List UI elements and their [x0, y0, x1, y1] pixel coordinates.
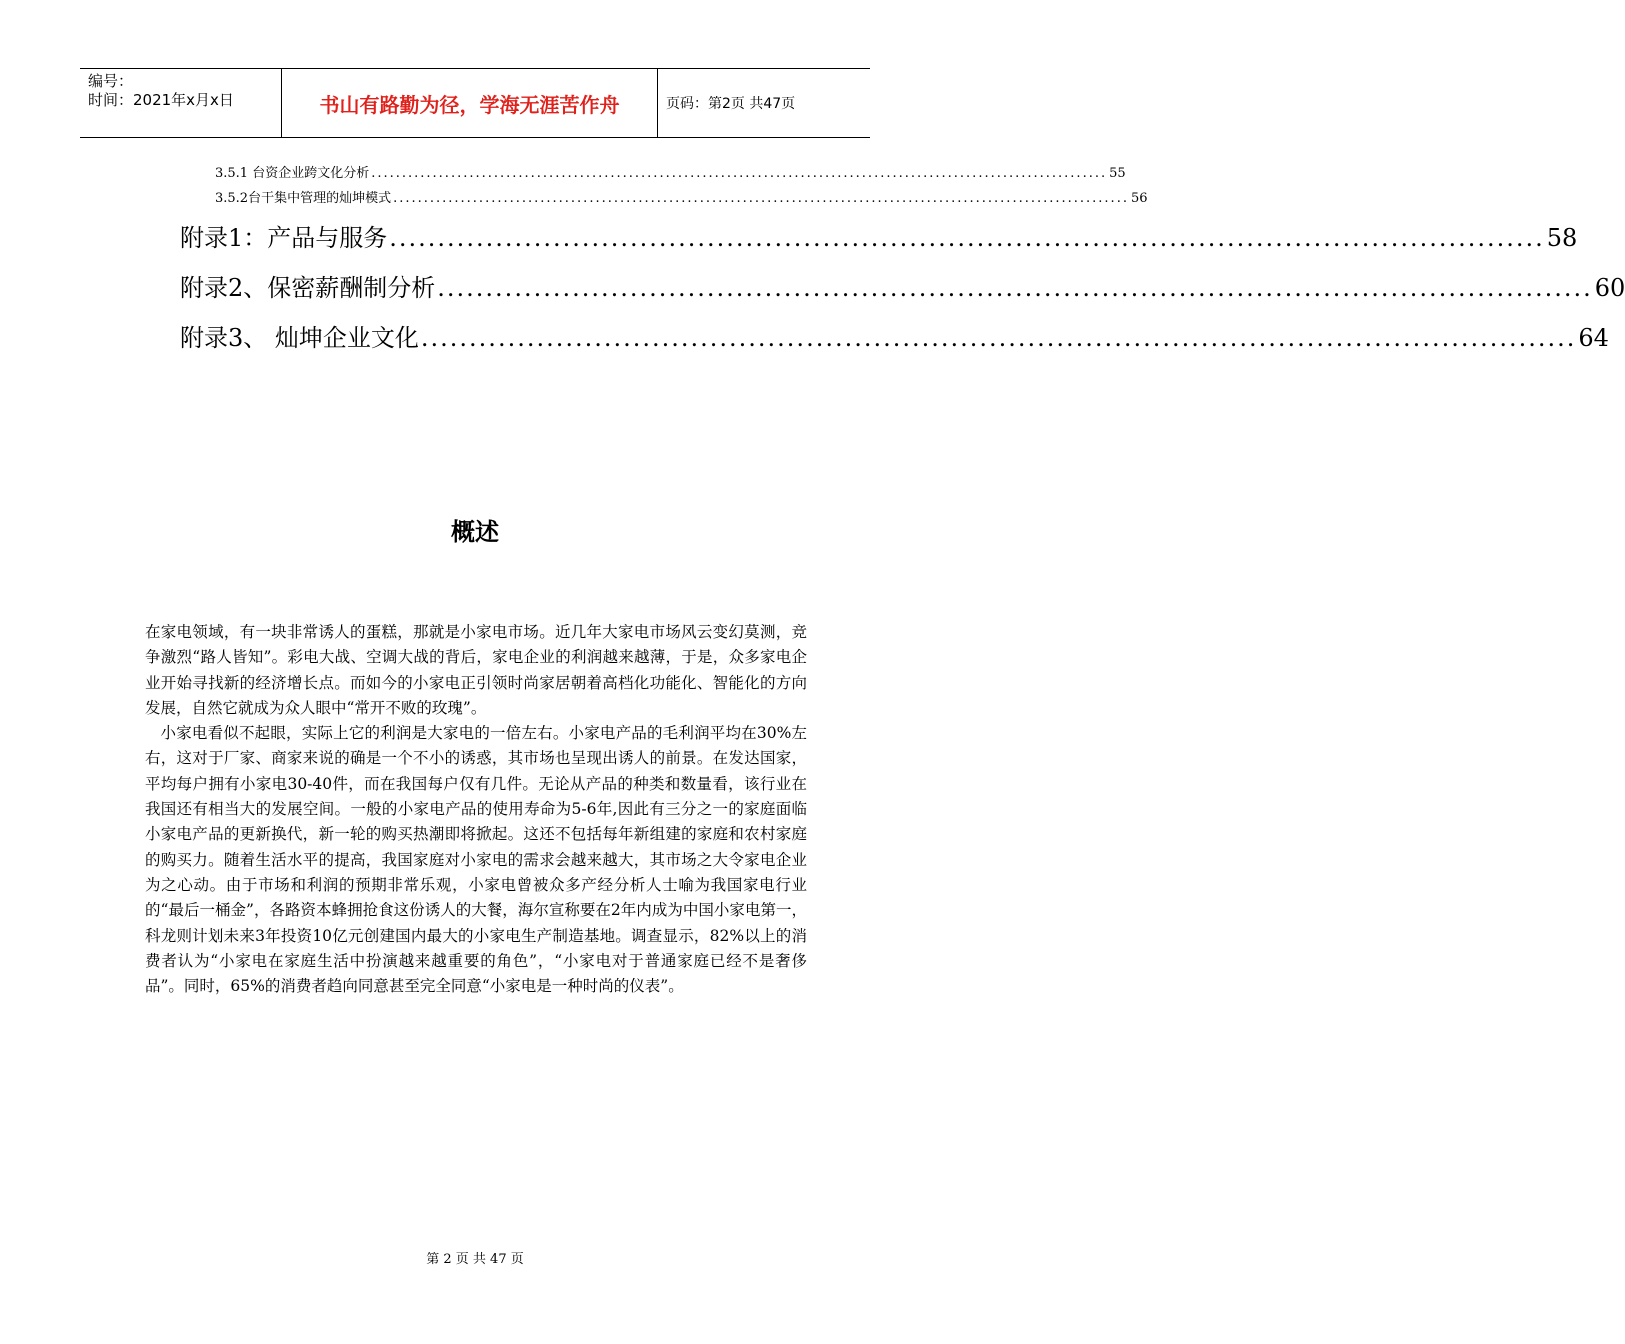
toc-entry[interactable]	[215, 162, 1126, 181]
toc-leader: ........................................................................................................................	[371, 166, 1108, 181]
toc-leader: ........................................................................................................................	[437, 274, 1593, 302]
toc-entry-appendix[interactable]	[180, 218, 1578, 253]
page-footer: 第 2 页 共 47 页	[426, 1252, 524, 1267]
toc-entry-appendix[interactable]	[180, 268, 1625, 303]
toc-entry[interactable]	[215, 187, 1148, 206]
toc-entry-title: 3.5.2台干集中管理的灿坤模式	[215, 191, 392, 206]
section-title: 概述	[451, 518, 499, 546]
header-meta	[80, 69, 282, 137]
toc-entry-appendix[interactable]	[180, 318, 1609, 353]
toc-entry-title: 附录3、 灿坤企业文化	[180, 324, 419, 352]
toc-entry-title: 附录1：产品与服务	[180, 224, 388, 252]
toc-entry-page: 64	[1578, 324, 1609, 352]
time-label: 时间：2021年x月x日	[88, 91, 234, 109]
page-header	[80, 68, 870, 138]
toc-leader: ........................................................................................................................	[393, 191, 1129, 206]
header-page-info: 页码：第2页 共47页	[666, 96, 796, 112]
paragraph: 在家电领域，有一块非常诱人的蛋糕，那就是小家电市场。近几年大家电市场风云变幻莫测，竞争激烈“路人皆知”。彩电大战、空调大战的背后，家电企业的利润越来越薄，于是，众多家电企业开始寻找新的经济增长点。而如今的小家电正引领时尚家居朝着高档化功能化、智能化的方向发展，自然它就成为众人眼中“常开不败的玫瑰”。	[145, 623, 807, 717]
toc-entry-title: 3.5.1 台资企业跨文化分析	[215, 166, 370, 181]
body-text	[145, 620, 807, 999]
toc-entry-page: 60	[1594, 274, 1625, 302]
toc-leader: ........................................................................................................................	[420, 324, 1577, 352]
toc-leader: ........................................................................................................................	[389, 224, 1545, 252]
serial-label: 编号：	[88, 72, 134, 90]
toc-entry-page: 56	[1130, 191, 1148, 206]
paragraph: 小家电看似不起眼，实际上它的利润是大家电的一倍左右。小家电产品的毛利润平均在30%左右，这对于厂家、商家来说的确是一个不小的诱惑，其市场也呈现出诱人的前景。在发达国家，平均每户拥有小家电30-40件，而在我国每户仅有几件。无论从产品的种类和数量看，该行业在我国还有相当大的发展空间。一般的小家电产品的使用寿命为5-6年,因此有三分之一的家庭面临小家电产品的更新换代，新一轮的购买热潮即将掀起。这还不包括每年新组建的家庭和农村家庭的购买力。随着生活水平的提高，我国家庭对小家电的需求会越来越大，其市场之大令家电企业为之心动。由于市场和利润的预期非常乐观，小家电曾被众多产经分析人士喻为我国家电行业的“最后一桶金”，各路资本蜂拥抢食这份诱人的大餐，海尔宣称要在2年内成为中国小家电第一，科龙则计划未来3年投资10亿元创建国内最大的小家电生产制造基地。调查显示，82%以上的消费者认为“小家电在家庭生活中扮演越来越重要的角色”，“小家电对于普通家庭已经不是奢侈品”。同时，65%的消费者趋向同意甚至完全同意“小家电是一种时尚的仪表”。	[145, 724, 807, 996]
header-motto: 书山有路勤为径，学海无涯苦作舟	[282, 69, 658, 137]
toc-entry-title: 附录2、保密薪酬制分析	[180, 274, 436, 302]
toc-entry-page: 58	[1546, 224, 1578, 252]
toc-entry-page: 55	[1109, 166, 1126, 181]
